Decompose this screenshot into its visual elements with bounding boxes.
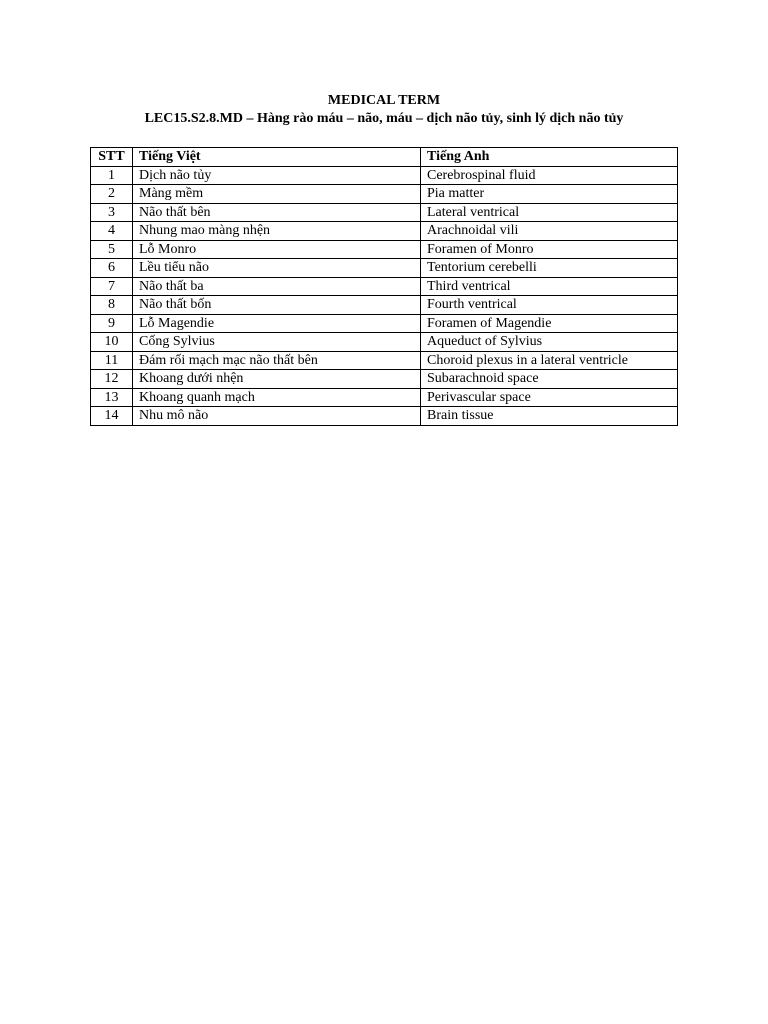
cell-english: Choroid plexus in a lateral ventricle [421, 351, 678, 370]
cell-vietnamese: Nhung mao màng nhện [133, 222, 421, 241]
table-row [91, 166, 678, 185]
cell-english: Perivascular space [421, 388, 678, 407]
cell-english: Foramen of Monro [421, 240, 678, 259]
cell-vietnamese: Lỗ Magendie [133, 314, 421, 333]
cell-vietnamese: Đám rối mạch mạc não thất bên [133, 351, 421, 370]
document-subtitle: LEC15.S2.8.MD – Hàng rào máu – não, máu – dịch não tủy, sinh lý dịch não tủy [144, 111, 624, 126]
table-row [91, 296, 678, 315]
cell-stt: 1 [91, 166, 133, 185]
table-row [91, 259, 678, 278]
cell-english: Third ventrical [421, 277, 678, 296]
cell-vietnamese: Cống Sylvius [133, 333, 421, 352]
cell-vietnamese: Não thất bốn [133, 296, 421, 315]
cell-vietnamese: Khoang dưới nhện [133, 370, 421, 389]
cell-vietnamese: Nhu mô não [133, 407, 421, 426]
cell-stt: 5 [91, 240, 133, 259]
cell-stt: 13 [91, 388, 133, 407]
cell-english: Tentorium cerebelli [421, 259, 678, 278]
table-row [91, 203, 678, 222]
table-row [91, 314, 678, 333]
table-row [91, 222, 678, 241]
cell-english: Brain tissue [421, 407, 678, 426]
cell-vietnamese: Lều tiểu não [133, 259, 421, 278]
cell-english: Subarachnoid space [421, 370, 678, 389]
cell-stt: 9 [91, 314, 133, 333]
cell-stt: 4 [91, 222, 133, 241]
cell-vietnamese: Khoang quanh mạch [133, 388, 421, 407]
cell-vietnamese: Lỗ Monro [133, 240, 421, 259]
cell-stt: 11 [91, 351, 133, 370]
cell-vietnamese: Não thất bên [133, 203, 421, 222]
cell-vietnamese: Não thất ba [133, 277, 421, 296]
table-row [91, 277, 678, 296]
header-english: Tiếng Anh [421, 148, 678, 167]
table-row [91, 407, 678, 426]
table-row [91, 333, 678, 352]
cell-english: Aqueduct of Sylvius [421, 333, 678, 352]
table-row [91, 388, 678, 407]
cell-english: Pia matter [421, 185, 678, 204]
cell-stt: 3 [91, 203, 133, 222]
cell-vietnamese: Dịch não tủy [133, 166, 421, 185]
cell-vietnamese: Màng mềm [133, 185, 421, 204]
cell-english: Fourth ventrical [421, 296, 678, 315]
header-stt: STT [91, 148, 133, 167]
cell-english: Cerebrospinal fluid [421, 166, 678, 185]
cell-stt: 7 [91, 277, 133, 296]
cell-stt: 12 [91, 370, 133, 389]
cell-stt: 14 [91, 407, 133, 426]
cell-stt: 8 [91, 296, 133, 315]
table-row [91, 240, 678, 259]
cell-stt: 6 [91, 259, 133, 278]
cell-english: Arachnoidal vili [421, 222, 678, 241]
document-title: MEDICAL TERM [327, 93, 441, 108]
table-header-row [91, 148, 678, 167]
cell-stt: 10 [91, 333, 133, 352]
table-row [91, 370, 678, 389]
table-row [91, 351, 678, 370]
terms-table [90, 147, 678, 426]
cell-english: Lateral ventrical [421, 203, 678, 222]
header-vietnamese: Tiếng Việt [133, 148, 421, 167]
cell-stt: 2 [91, 185, 133, 204]
table-row [91, 185, 678, 204]
cell-english: Foramen of Magendie [421, 314, 678, 333]
